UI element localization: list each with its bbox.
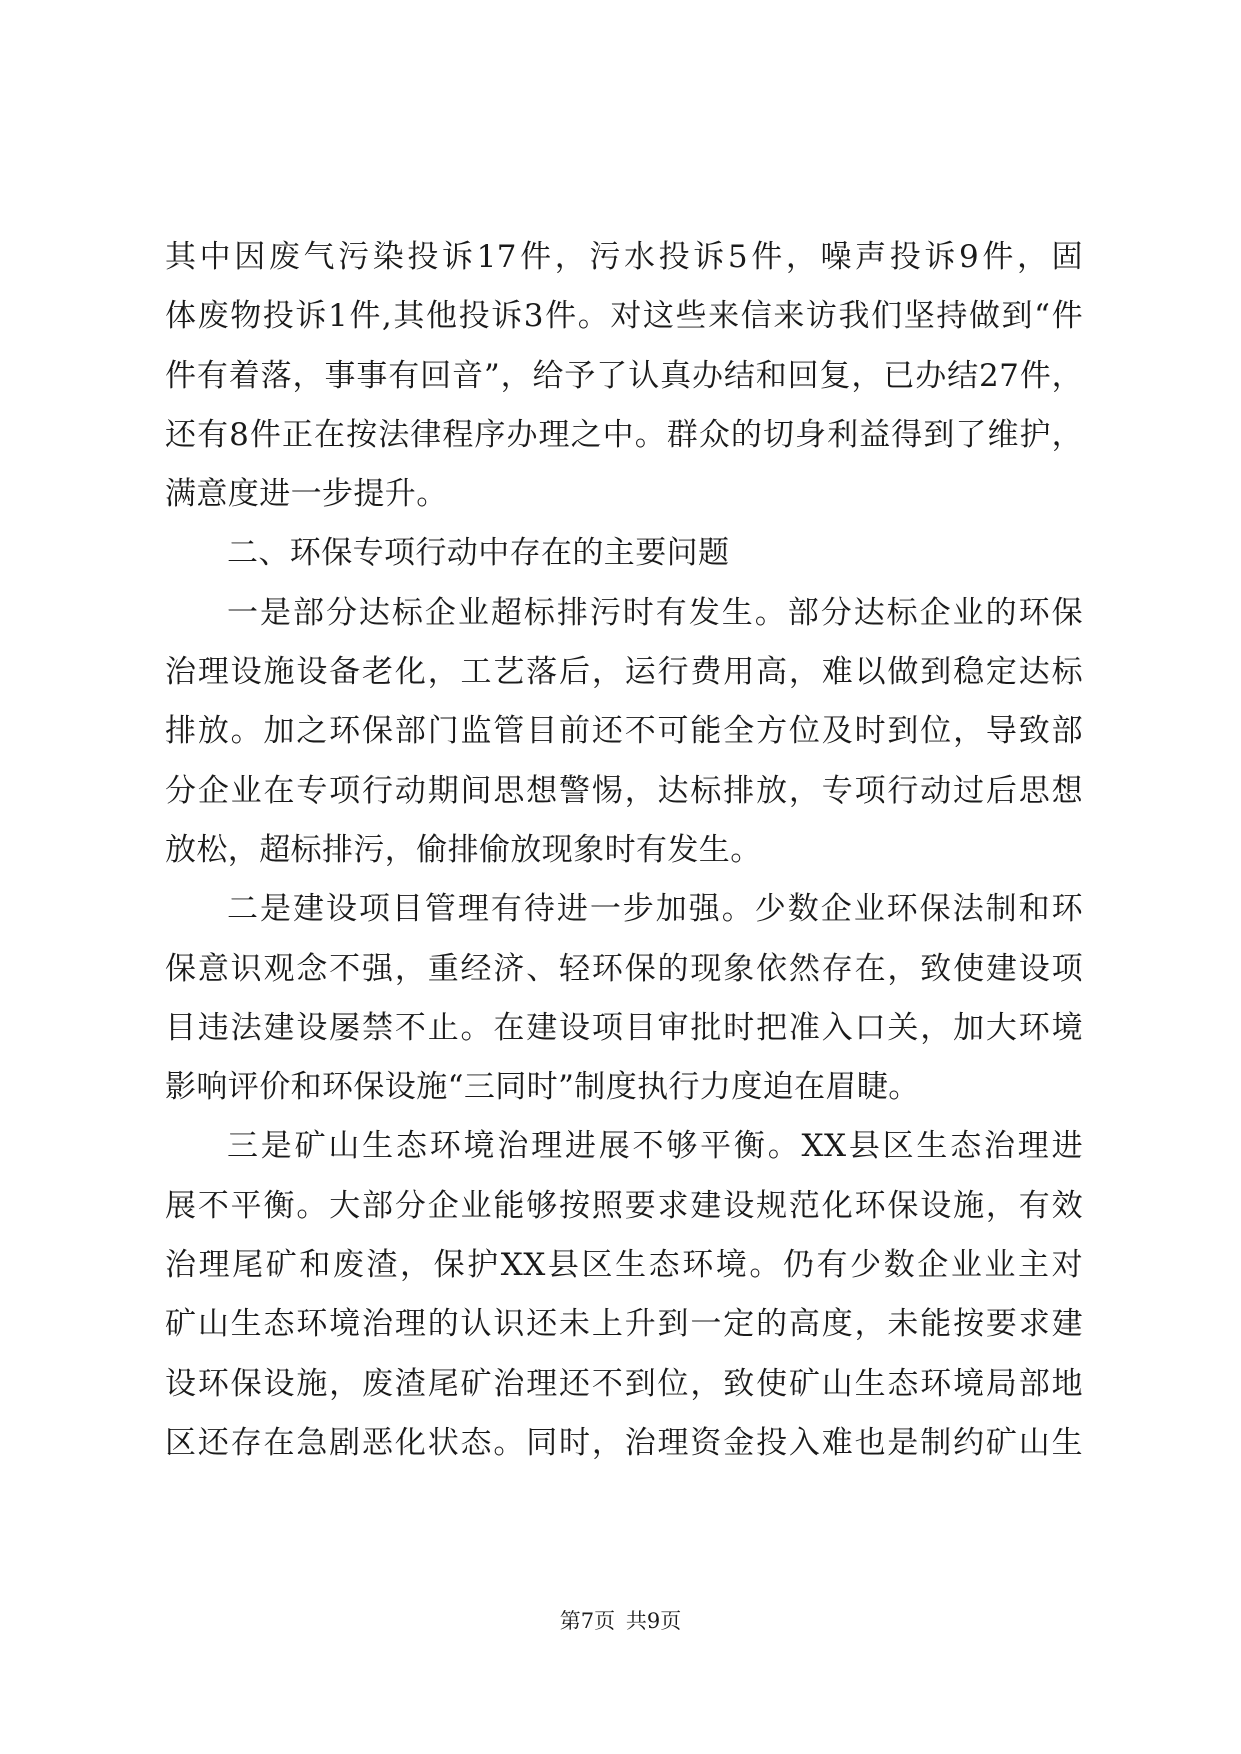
text-line: 矿山生态环境治理的认识还未上升到一定的高度，未能按要求建 <box>165 1306 1083 1343</box>
text-line: 展不平衡。大部分企业能够按照要求建设规范化环保设施，有效 <box>165 1187 1083 1224</box>
text-line: 治理设施设备老化，工艺落后，运行费用高，难以做到稳定达标 <box>165 654 1083 691</box>
text-line: 二是建设项目管理有待进一步加强。少数企业环保法制和环 <box>227 891 1083 928</box>
text-line: 还有8件正在按法律程序办理之中。群众的切身利益得到了维护， <box>165 416 1083 453</box>
document-body <box>165 228 1083 1473</box>
page-number: 第7页 <box>559 1609 616 1633</box>
page-total: 共9页 <box>625 1609 682 1633</box>
text-line: 其中因废气污染投诉17件，污水投诉5件，噪声投诉9件，固 <box>165 239 1083 275</box>
text-line: 影响评价和环保设施“三同时”制度执行力度迫在眉睫。 <box>165 1069 920 1106</box>
text-line: 排放。加之环保部门监管目前还不可能全方位及时到位，导致部 <box>165 713 1083 750</box>
text-line: 二、环保专项行动中存在的主要问题 <box>227 535 730 572</box>
page-footer <box>0 1605 1241 1635</box>
text-line: 三是矿山生态环境治理进展不够平衡。XX县区生态治理进 <box>227 1128 1083 1165</box>
text-line: 分企业在专项行动期间思想警惕，达标排放，专项行动过后思想 <box>165 772 1083 809</box>
text-line: 一是部分达标企业超标排污时有发生。部分达标企业的环保 <box>227 594 1083 631</box>
text-line: 治理尾矿和废渣，保护XX县区生态环境。仍有少数企业业主对 <box>165 1247 1083 1284</box>
text-line: 件有着落，事事有回音”，给予了认真办结和回复，已办结27件， <box>165 357 1083 394</box>
text-line: 设环保设施，废渣尾矿治理还不到位，致使矿山生态环境局部地 <box>165 1365 1083 1402</box>
text-line: 放松，超标排污，偷排偷放现象时有发生。 <box>165 831 762 868</box>
text-line: 满意度进一步提升。 <box>165 476 448 513</box>
text-line: 体废物投诉1件,其他投诉3件。对这些来信来访我们坚持做到“件 <box>165 298 1083 335</box>
text-line: 目违法建设屡禁不止。在建设项目审批时把准入口关，加大环境 <box>165 1009 1083 1046</box>
text-line: 区还存在急剧恶化状态。同时，治理资金投入难也是制约矿山生 <box>165 1424 1083 1461</box>
text-line: 保意识观念不强，重经济、轻环保的现象依然存在，致使建设项 <box>165 950 1083 987</box>
